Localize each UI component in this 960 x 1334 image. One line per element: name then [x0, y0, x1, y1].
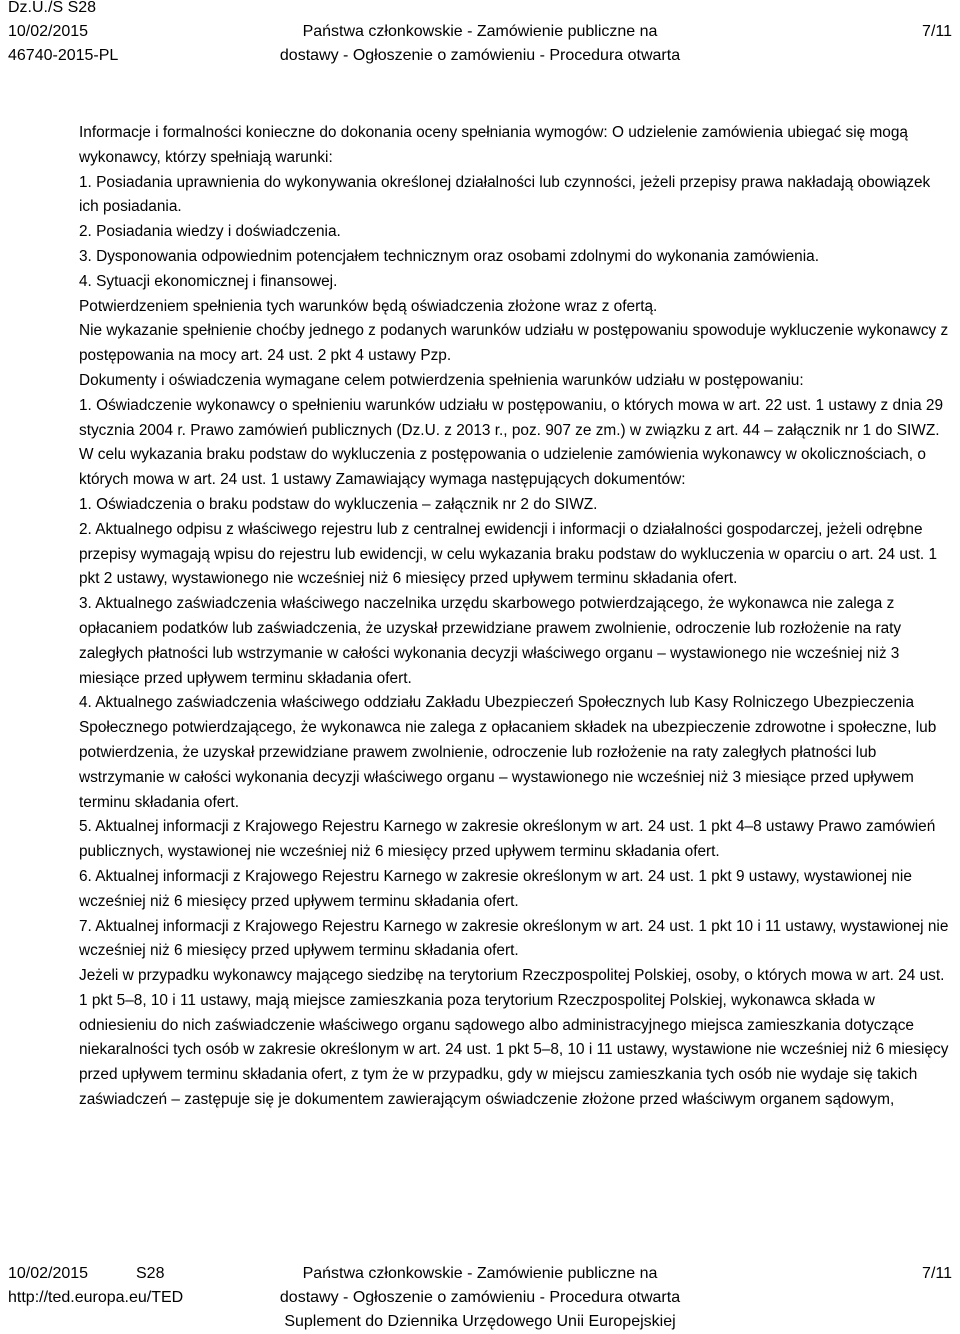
paragraph: 5. Aktualnej informacji z Krajowego Rejestru Karnego w zakresie określonym w art. 24 ust. 1 pkt 4–8 ustawy Prawo zamówień publicznych, wystawionej nie wcześniej niż 6 miesięcy przed upływem terminu składania ofert.: [79, 818, 936, 861]
paragraph: 3. Aktualnego zaświadczenia właściwego naczelnika urzędu skarbowego potwierdzającego, że wykonawca nie zalega z opłacaniem podatków lub zaświadczenia, że uzyskał przewidziane prawem zwolnienie, odroczenie lub rozłożenie na raty zaległych płatności lub wstrzymanie w całości wykonania decyzji właściwego organu – wystawionego nie wcześniej niż 3 miesiące przed upływem terminu składania ofert.: [79, 595, 902, 687]
header-title-line1: Państwa członkowskie - Zamówienie publiczne na: [302, 23, 658, 40]
paragraph: Potwierdzeniem spełnienia tych warunków będą oświadczenia złożone wraz z ofertą.: [79, 297, 658, 315]
paragraph: Dokumenty i oświadczenia wymagane celem potwierdzenia spełnienia warunków udziału w postępowaniu:: [79, 371, 804, 389]
header-page-number: 7/11: [922, 23, 952, 40]
paragraph: Jeżeli w przypadku wykonawcy mającego siedzibę na terytorium Rzeczpospolitej Polskiej, osoby, o których mowa w art. 24 ust. 1 pkt 5–8, 10 i 11 ustawy, mają miejsce zamieszkania poza terytorium Rzeczpospolitej Polskiej, wykonawca składa w odniesieniu do nich zaświadczenie właściwego organu sądowego albo administracyjnego miejsca zamieszkania dotyczące niekaralności tych osób w zakresie określonym w art. 24 ust. 1 pkt 5–8, 10 i 11 ustawy, wystawione nie wcześniej niż 6 miesięcy przed upływem terminu składania ofert, z tym że w przypadku, gdy w miejscu zamieszkania tych osób nie wydaje się takich zaświadczeń – zastępuje się je dokumentem zawierającym oświadczenie złożone przed właściwym organem sądowym,: [79, 967, 949, 1109]
paragraph: W celu wykazania braku podstaw do wykluczenia z postępowania o udzielenie zamówienia wykonawcy w okolicznościach, o których mowa w art. 24 ust. 1 ustawy Zamawiający wymaga następujących dokumentów:: [79, 446, 926, 489]
notice-id: 46740-2015-PL: [8, 47, 119, 64]
footer-title-line2: dostawy - Ogłoszenie o zamówieniu - Procedura otwarta: [279, 1289, 681, 1306]
journal-reference: Dz.U./S S28: [8, 0, 97, 16]
header-title-line2: dostawy - Ogłoszenie o zamówieniu - Procedura otwarta: [279, 47, 681, 64]
paragraph: 4. Aktualnego zaświadczenia właściwego oddziału Zakładu Ubezpieczeń Społecznych lub Kasy Rolniczego Ubezpieczenia Społecznego potwierdzającego, że wykonawca nie zalega z opłacaniem składek na ubezpieczenie zdrowotne i społeczne, lub potwierdzenia, że uzyskał przewidziane prawem zwolnienie, odroczenie lub rozłożenie na raty zaległych płatności lub wstrzymanie w całości wykonania decyzji właściwego organu – wystawionego nie wcześniej niż 3 miesiące przed upływem terminu składania ofert.: [79, 694, 937, 811]
paragraph: 3. Dysponowania odpowiednim potencjałem technicznym oraz osobami zdolnymi do wykonania zamówienia.: [79, 247, 819, 265]
paragraph: 1. Posiadania uprawnienia do wykonywania określonej działalności lub czynności, jeżeli przepisy prawa nakładają obowiązek ich posiadania.: [79, 173, 931, 216]
document-body: [79, 121, 951, 1113]
paragraph: 2. Posiadania wiedzy i doświadczenia.: [79, 223, 341, 241]
footer-series: S28: [136, 1265, 165, 1282]
footer-supplement-title: Suplement do Dziennika Urzędowego Unii Europejskiej: [284, 1313, 676, 1330]
paragraph: 7. Aktualnej informacji z Krajowego Rejestru Karnego w zakresie określonym w art. 24 ust. 1 pkt 10 i 11 ustawy, wystawionej nie wcześniej niż 6 miesięcy przed upływem terminu składania ofert.: [79, 917, 949, 960]
paragraph: 6. Aktualnej informacji z Krajowego Rejestru Karnego w zakresie określonym w art. 24 ust. 1 pkt 9 ustawy, wystawionej nie wcześniej niż 6 miesięcy przed upływem terminu składania ofert.: [79, 867, 912, 910]
paragraph: Informacje i formalności konieczne do dokonania oceny spełniania wymogów: O udzielenie zamówienia ubiegać się mogą wykonawcy, którzy spełniają warunki:: [79, 124, 908, 166]
paragraph: 4. Sytuacji ekonomicznej i finansowej.: [79, 272, 338, 290]
paragraph: 1. Oświadczenie wykonawcy o spełnieniu warunków udziału w postępowaniu, o których mowa w art. 22 ust. 1 ustawy z dnia 29 stycznia 2004 r. Prawo zamówień publicznych (Dz.U. z 2013 r., poz. 907 ze zm.) w związku z art. 44 – załącznik nr 1 do SIWZ.: [79, 396, 944, 439]
header-date: 10/02/2015: [8, 23, 89, 40]
footer-url: http://ted.europa.eu/TED: [8, 1289, 184, 1306]
footer-title-line1: Państwa członkowskie - Zamówienie publiczne na: [302, 1265, 658, 1282]
paragraph: 1. Oświadczenia o braku podstaw do wykluczenia – załącznik nr 2 do SIWZ.: [79, 495, 598, 513]
paragraph: 2. Aktualnego odpisu z właściwego rejestru lub z centralnej ewidencji i informacji o działalności gospodarczej, jeżeli odrębne przepisy wymagają wpisu do rejestru lub ewidencji, w celu wykazania braku podstaw do wykluczenia w oparciu o art. 24 ust. 1 pkt 2 ustawy, wystawionego nie wcześniej niż 6 miesięcy przed upływem terminu składania ofert.: [79, 520, 938, 588]
footer-page-number: 7/11: [922, 1265, 952, 1282]
paragraph: Nie wykazanie spełnienie choćby jednego z podanych warunków udziału w postępowaniu spowoduje wykluczenie wykonawcy z postępowania na mocy art. 24 ust. 2 pkt 4 ustawy Pzp.: [79, 322, 949, 365]
footer-date: 10/02/2015: [8, 1265, 89, 1282]
